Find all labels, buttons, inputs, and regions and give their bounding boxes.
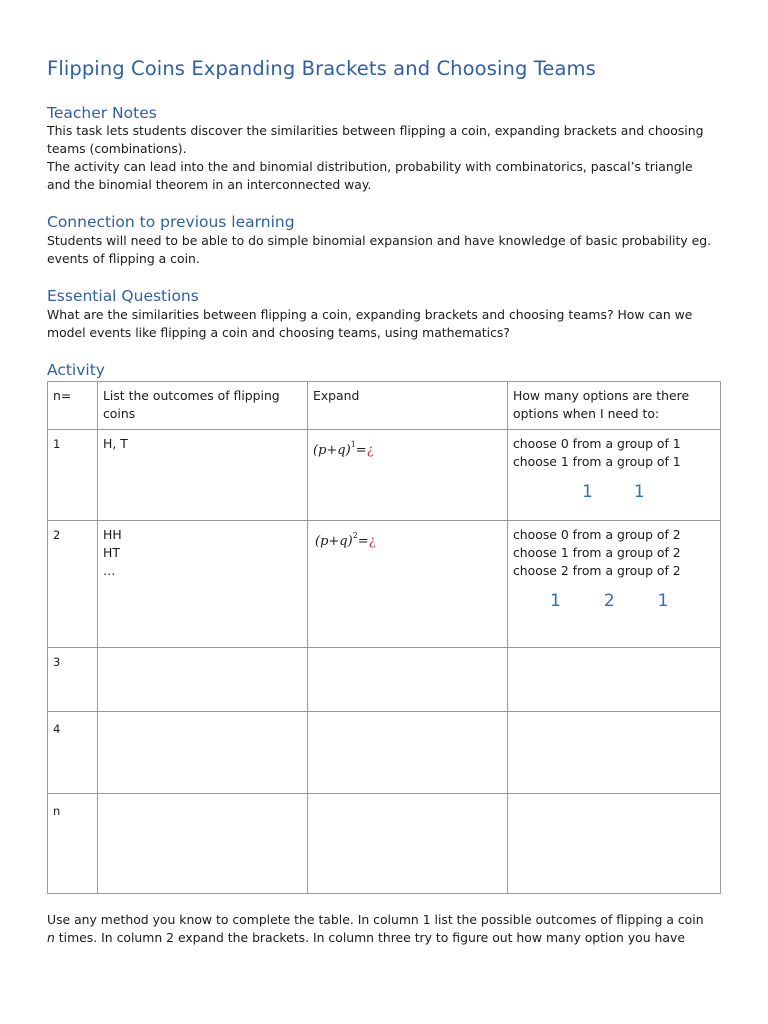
page-title: Flipping Coins Expanding Brackets and Choosing Teams xyxy=(47,57,596,80)
text-line: What are the similarities between flipping a coin, expanding brackets and choosing teams? How can we xyxy=(47,307,693,322)
outcomes-cell[interactable] xyxy=(98,712,308,794)
expand-cell[interactable] xyxy=(308,712,508,794)
outcomes-cell[interactable] xyxy=(98,794,308,894)
pascal-row xyxy=(513,592,715,610)
expand-cell[interactable] xyxy=(308,521,508,648)
table-row xyxy=(48,648,721,712)
text-line: The activity can lead into the and binomial distribution, probability with combinatorics, pascal’s triangle xyxy=(47,159,693,174)
text-line: This task lets students discover the similarities between flipping a coin, expanding brackets and choosing xyxy=(47,123,704,138)
options-cell: choose 0 from a group of 1 choose 1 from a group of 1 1 1 xyxy=(508,430,721,521)
outcomes-cell: H, T xyxy=(98,430,308,521)
pascal-value: 1 xyxy=(633,482,645,502)
row-n: 2 xyxy=(48,521,98,648)
expansion-expression: $(p+q)^2=¿$ xyxy=(315,531,376,549)
row-n: 1 xyxy=(48,430,98,521)
row-n: 3 xyxy=(48,648,98,712)
connection-heading: Connection to previous learning xyxy=(47,213,295,231)
instructions-text xyxy=(47,911,737,947)
table-row xyxy=(48,794,721,894)
pascal-value: 1 xyxy=(550,591,561,611)
options-cell[interactable] xyxy=(508,648,721,712)
expand-cell[interactable] xyxy=(308,648,508,712)
table-row xyxy=(48,712,721,794)
teacher-notes-text xyxy=(47,122,737,194)
pascal-value: 1 xyxy=(582,482,593,502)
text-line: n times. In column 2 expand the brackets. In column three try to figure out how many option you have xyxy=(47,930,685,945)
essential-questions-heading: Essential Questions xyxy=(47,287,199,305)
header-options: How many options are there options when I need to: xyxy=(508,382,721,430)
table-row xyxy=(48,521,721,648)
text-line: events of flipping a coin. xyxy=(47,251,200,266)
connection-text xyxy=(47,232,737,268)
text-line: teams (combinations). xyxy=(47,141,187,156)
essential-questions-text xyxy=(47,306,737,342)
expand-cell[interactable] xyxy=(308,794,508,894)
header-expand: Expand xyxy=(308,382,508,430)
activity-table xyxy=(47,381,721,894)
row-n: n xyxy=(48,794,98,894)
outcomes-cell: HH HT … xyxy=(98,521,308,648)
pascal-row xyxy=(513,483,715,501)
pascal-value: 2 xyxy=(603,591,615,611)
teacher-notes-heading: Teacher Notes xyxy=(47,104,157,122)
options-cell: choose 0 from a group of 2 choose 1 from a group of 2 choose 2 from a group of 2 1 2 1 xyxy=(508,521,721,648)
table-row xyxy=(48,430,721,521)
text-line: model events like flipping a coin and choosing teams, using mathematics? xyxy=(47,325,510,340)
options-cell[interactable] xyxy=(508,712,721,794)
options-cell[interactable] xyxy=(508,794,721,894)
outcomes-cell[interactable] xyxy=(98,648,308,712)
header-n: n= xyxy=(48,382,98,430)
table-header-row xyxy=(48,382,721,430)
header-outcomes: List the outcomes of flipping coins xyxy=(98,382,308,430)
text-line: Use any method you know to complete the table. In column 1 list the possible outcomes of flipping a coin xyxy=(47,912,704,927)
text-line: and the binomial theorem in an interconnected way. xyxy=(47,177,372,192)
pascal-value: 1 xyxy=(657,591,669,611)
row-n: 4 xyxy=(48,712,98,794)
expand-cell[interactable] xyxy=(308,430,508,521)
text-line: Students will need to be able to do simple binomial expansion and have knowledge of basic probability eg. xyxy=(47,233,712,248)
expansion-expression: $(p+q)^1=¿$ xyxy=(313,440,374,458)
activity-heading: Activity xyxy=(47,361,105,379)
